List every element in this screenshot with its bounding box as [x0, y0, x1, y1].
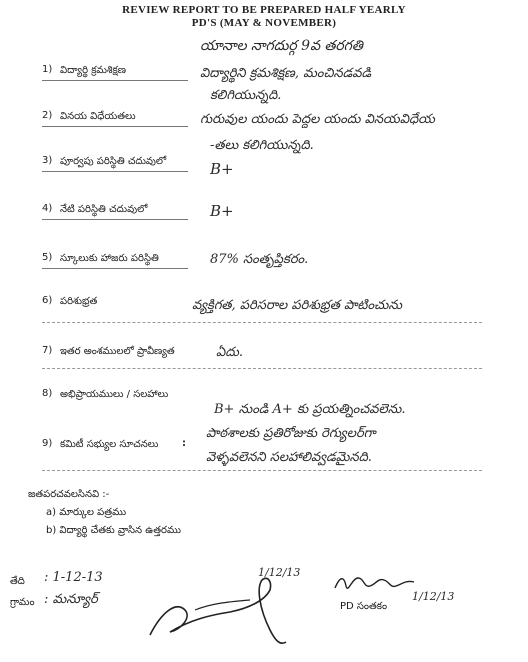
row-5-answer: 87% సంతృప్తికరం. — [210, 252, 309, 267]
row-9-colon: : — [182, 438, 186, 449]
row-6-dotted-rule — [42, 322, 482, 323]
pd-signature-date: 1/12/13 — [412, 590, 455, 603]
row-6-answer: వ్యక్తిగత, పరిసరాల పరిశుభ్రత పాటించును — [192, 298, 403, 313]
row-2-rule — [42, 126, 188, 127]
attachments-title: జతపరచవలసినవి :- — [28, 489, 110, 500]
row-4-label: నేటి పరిస్థితి చదువులో — [60, 204, 148, 215]
row-7-dotted-rule — [42, 368, 482, 369]
row-6-label: పరిశుభ్రత — [60, 296, 98, 307]
row-4-answer: B+ — [210, 202, 234, 220]
place-label: గ్రామం — [10, 597, 35, 608]
row-3-answer: B+ — [210, 160, 234, 178]
row-2-label: వినయ విధేయతలు — [60, 111, 136, 122]
student-name-class: యానాల నాగదుర్గ 9వ తరగతి — [200, 38, 363, 54]
row-7-answer: ఏదు. — [216, 345, 244, 360]
row-6-number: 6) — [42, 295, 53, 306]
row-9-dotted-rule — [42, 470, 482, 471]
row-8-answer-line-1: B+ నుండి A+ కు ప్రయత్నించవలెను. — [214, 402, 406, 417]
row-3-number: 3) — [42, 155, 53, 166]
row-4-number: 4) — [42, 203, 53, 214]
pd-signature-label: PD సంతకం — [340, 601, 388, 612]
attachment-a: a) మార్కుల పత్రము — [46, 507, 127, 518]
row-9-number: 9) — [42, 438, 53, 449]
date-label: తేది — [10, 576, 25, 587]
row-1-answer-line-1: విద్యార్థిని క్రమశిక్షణ, మంచినడవడి — [200, 66, 372, 81]
row-2-number: 2) — [42, 110, 53, 121]
row-7-label: ఇతర అంశములలో ప్రావీణ్యత — [60, 346, 175, 357]
row-1-number: 1) — [42, 64, 53, 75]
date-value: : 1-12-13 — [44, 570, 103, 585]
row-1-answer-line-2: కలిగియున్నది. — [210, 88, 282, 103]
row-9-label: కమిటీ సభ్యుల సూచనలు — [60, 439, 159, 450]
place-value: : మన్యూర్ — [44, 592, 98, 607]
report-title: REVIEW REPORT TO BE PREPARED HALF YEARLY — [122, 4, 406, 16]
report-subtitle: PD'S (MAY & NOVEMBER) — [191, 17, 337, 29]
pd-signature — [330, 568, 420, 598]
row-5-rule — [42, 268, 188, 269]
headmaster-signature-date: 1/12/13 — [258, 566, 301, 579]
row-2-answer-line-2: -తలు కలిగియున్నది. — [210, 138, 314, 153]
row-7-number: 7) — [42, 345, 53, 356]
row-5-number: 5) — [42, 252, 53, 263]
row-1-label: విద్యార్థి క్రమశిక్షణ — [60, 65, 126, 76]
row-1-rule — [42, 80, 188, 81]
row-8-number: 8) — [42, 388, 53, 399]
row-3-rule — [42, 171, 188, 172]
row-8-answer-line-3: వెళ్ళవలెనని సలహాలివ్వడమైనది. — [206, 450, 372, 465]
row-2-answer-line-1: గురువుల యందు పెద్దల యందు వినయవిధేయ — [200, 112, 435, 127]
row-8-answer-line-2: పాఠశాలకు ప్రతిరోజుకు రెగ్యులర్‌గా — [206, 426, 376, 441]
row-8-label: అభిప్రాయములు / సలహాలు — [60, 389, 169, 400]
row-3-label: పూర్వపు పరిస్థితి చదువులో — [60, 156, 167, 167]
attachment-b: b) విద్యార్థి చేతకు వ్రాసిన ఉత్తరము — [46, 525, 181, 536]
row-4-rule — [42, 219, 188, 220]
row-5-label: స్కూలుకు హాజరు పరిస్థితి — [60, 253, 159, 264]
